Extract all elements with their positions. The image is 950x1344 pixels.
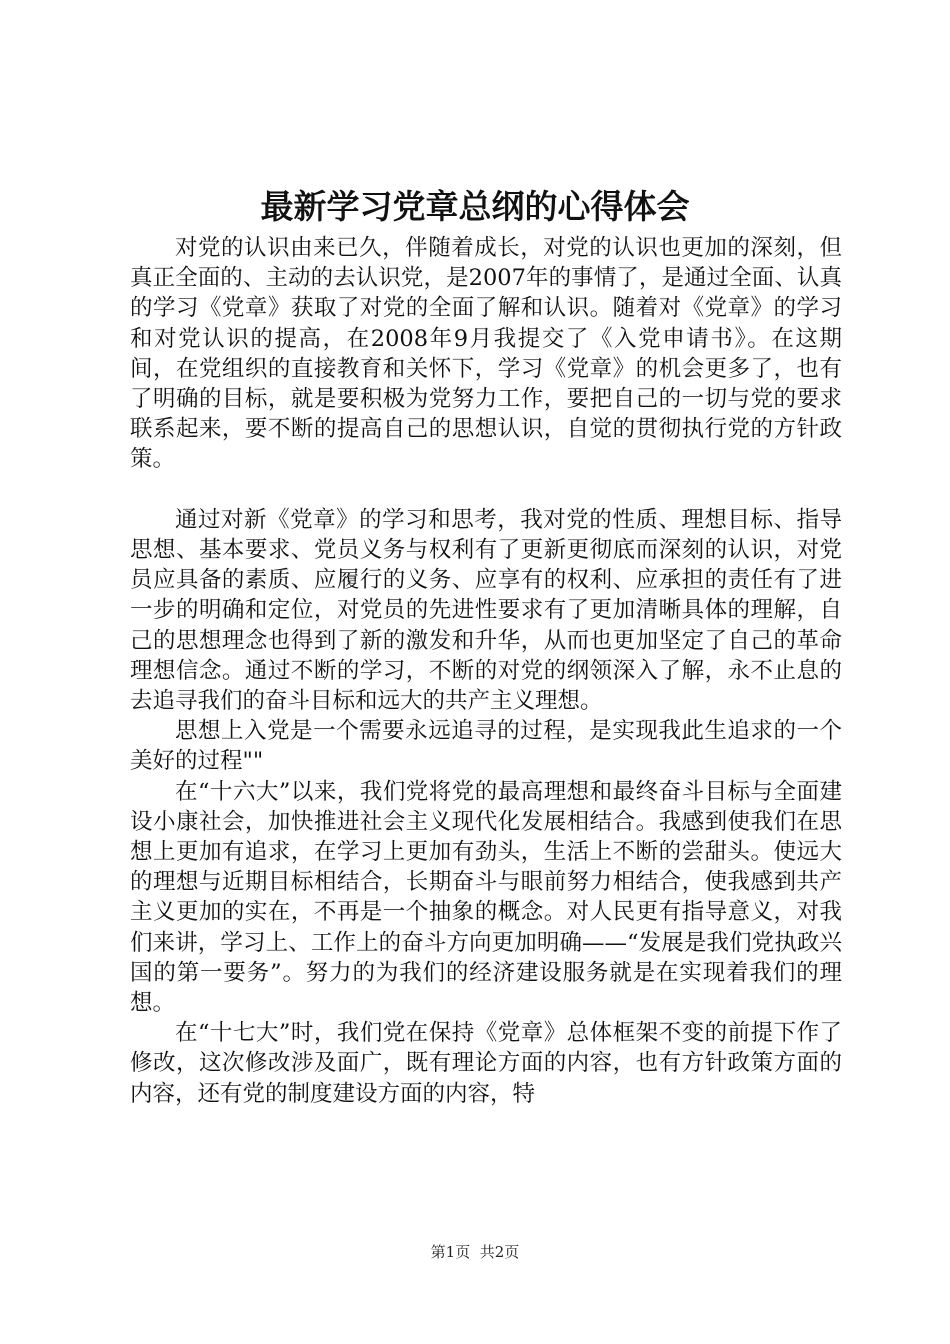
page-footer	[0, 1242, 950, 1262]
document-title: 最新学习党章总纲的心得体会	[260, 187, 690, 226]
page-number: 第1页	[430, 1243, 471, 1261]
paragraph-2: 通过对新《党章》的学习和思考，我对党的性质、理想目标、指导思想、基本要求、党员义务与权利有了更新更彻底而深刻的认识，对党员应具备的素质、应履行的义务、应享有的权利、应承担的责任有了进一步的明确和定位，对党员的先进性要求有了更加清晰具体的理解，自己的思想理念也得到了新的激发和升华，从而也更加坚定了自己的革命理想信念。通过不断的学习，不断的对党的纲领深入了解，永不止息的去追寻我们的奋斗目标和远大的共产主义理想。	[130, 506, 842, 715]
page-total: 共2页	[479, 1243, 520, 1261]
paragraph-1: 对党的认识由来已久，伴随着成长，对党的认识也更加的深刻，但真正全面的、主动的去认识党，是2007年的事情了，是通过全面、认真的学习《党章》获取了对党的全面了解和认识。随着对《党章》的学习和对党认识的提高，在2008年9月我提交了《入党申请书》。在这期间，在党组织的直接教育和关怀下，学习《党章》的机会更多了，也有了明确的目标，就是要积极为党努力工作，要把自己的一切与党的要求联系起来，要不断的提高自己的思想认识，自觉的贯彻执行党的方针政策。	[130, 235, 842, 473]
paragraph-4: 在“十六大”以来，我们党将党的最高理想和最终奋斗目标与全面建设小康社会，加快推进社会主义现代化发展相结合。我感到使我们在思想上更加有追求，在学习上更加有劲头，生活上不断的尝甜头。使远大的理想与近期目标相结合，长期奋斗与眼前努力相结合，使我感到共产主义更加的实在，不再是一个抽象的概念。对人民更有指导意义，对我们来讲，学习上、工作上的奋斗方向更加明确——“发展是我们党执政兴国的第一要务”。努力的为我们的经济建设服务就是在实现着我们的理想。	[130, 778, 842, 1017]
paragraph-5: 在“十七大”时，我们党在保持《党章》总体框架不变的前提下作了修改，这次修改涉及面广，既有理论方面的内容，也有方针政策方面的内容，还有党的制度建设方面的内容，特	[130, 1020, 842, 1107]
paragraph-3: 思想上入党是一个需要永远追寻的过程，是实现我此生追求的一个美好的过程""	[130, 718, 842, 775]
document-body	[130, 233, 842, 1109]
